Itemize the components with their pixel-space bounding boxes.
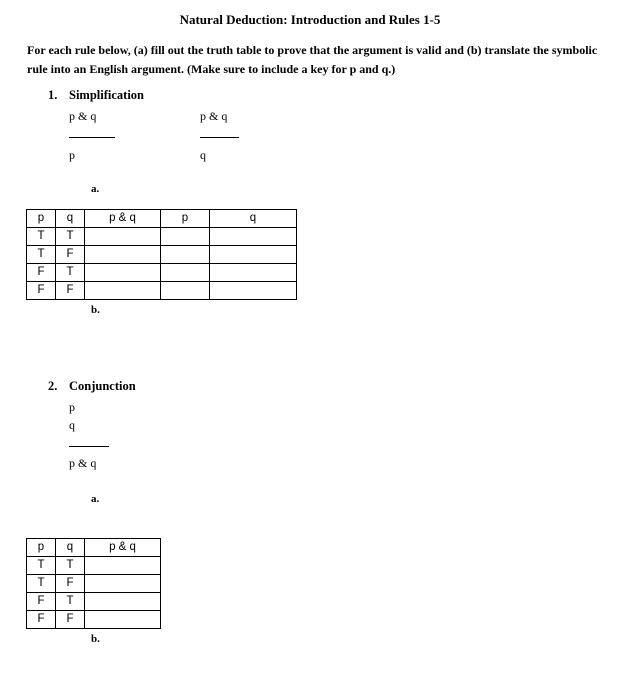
truth-cell: F — [27, 282, 56, 300]
rule2-name: Conjunction — [69, 379, 136, 393]
table-row — [27, 246, 297, 264]
header-cell: p — [27, 210, 56, 228]
rule1-left-conclusion: p — [69, 148, 75, 162]
instructions-text: For each rule below, (a) fill out the truth table to prove that the argument is valid and (b) translate the symbolic rule into an English argument. (Make sure to include a key for p and q.) — [27, 43, 598, 76]
blank-cell[interactable] — [210, 282, 297, 300]
header-cell: q — [56, 210, 85, 228]
rule1-part-b-label: b. — [91, 304, 100, 316]
rule2-premise-1: p — [69, 400, 75, 414]
rule1-name: Simplification — [69, 88, 145, 102]
truth-cell: F — [56, 282, 85, 300]
truth-cell: T — [56, 264, 85, 282]
rule1-right-premise: p & q — [200, 109, 228, 123]
blank-cell[interactable] — [210, 264, 297, 282]
header-cell: q — [210, 210, 297, 228]
blank-cell[interactable] — [85, 557, 161, 575]
blank-cell[interactable] — [210, 228, 297, 246]
blank-cell[interactable] — [161, 228, 210, 246]
rule1-left-divider — [69, 137, 115, 138]
rule1-left-premise: p & q — [69, 109, 97, 123]
rule2-number: 2. — [48, 379, 58, 393]
truth-cell: F — [27, 593, 56, 611]
truth-cell: T — [27, 557, 56, 575]
rule2-conclusion: p & q — [69, 456, 97, 470]
blank-cell[interactable] — [85, 282, 161, 300]
page-title: Natural Deduction: Introduction and Rules 1-5 — [179, 12, 441, 27]
rule1-right-conclusion: q — [200, 148, 206, 162]
table-row — [27, 264, 297, 282]
truth-cell: F — [56, 611, 85, 629]
header-cell: p & q — [85, 539, 161, 557]
truth-cell: T — [27, 228, 56, 246]
header-cell: p & q — [85, 210, 161, 228]
rule1-number: 1. — [48, 88, 58, 102]
blank-cell[interactable] — [85, 593, 161, 611]
rule2-truth-table — [26, 538, 161, 629]
blank-cell[interactable] — [161, 264, 210, 282]
rule1-right-divider — [200, 137, 239, 138]
truth-cell: F — [56, 575, 85, 593]
truth-cell: F — [56, 246, 85, 264]
rule2-divider — [69, 446, 109, 447]
rule1-truth-table — [26, 209, 297, 300]
table-header-row — [27, 210, 297, 228]
header-cell: p — [27, 539, 56, 557]
table-row — [27, 282, 297, 300]
table-row — [27, 575, 161, 593]
blank-cell[interactable] — [85, 264, 161, 282]
rule2-part-b-label: b. — [91, 633, 100, 645]
rule2-part-a-label: a. — [91, 493, 100, 505]
truth-cell: F — [27, 611, 56, 629]
truth-cell: T — [56, 593, 85, 611]
table-row — [27, 593, 161, 611]
table-row — [27, 228, 297, 246]
table-header-row — [27, 539, 161, 557]
rule1-part-a-label: a. — [91, 183, 100, 195]
truth-cell: F — [27, 264, 56, 282]
blank-cell[interactable] — [85, 228, 161, 246]
header-cell: q — [56, 539, 85, 557]
header-cell: p — [161, 210, 210, 228]
table-row — [27, 557, 161, 575]
rule2-premise-2: q — [69, 418, 75, 432]
truth-cell: T — [56, 557, 85, 575]
blank-cell[interactable] — [210, 246, 297, 264]
blank-cell[interactable] — [161, 282, 210, 300]
blank-cell[interactable] — [85, 575, 161, 593]
truth-cell: T — [56, 228, 85, 246]
truth-cell: T — [27, 575, 56, 593]
blank-cell[interactable] — [85, 611, 161, 629]
truth-cell: T — [27, 246, 56, 264]
blank-cell[interactable] — [85, 246, 161, 264]
blank-cell[interactable] — [161, 246, 210, 264]
table-row — [27, 611, 161, 629]
